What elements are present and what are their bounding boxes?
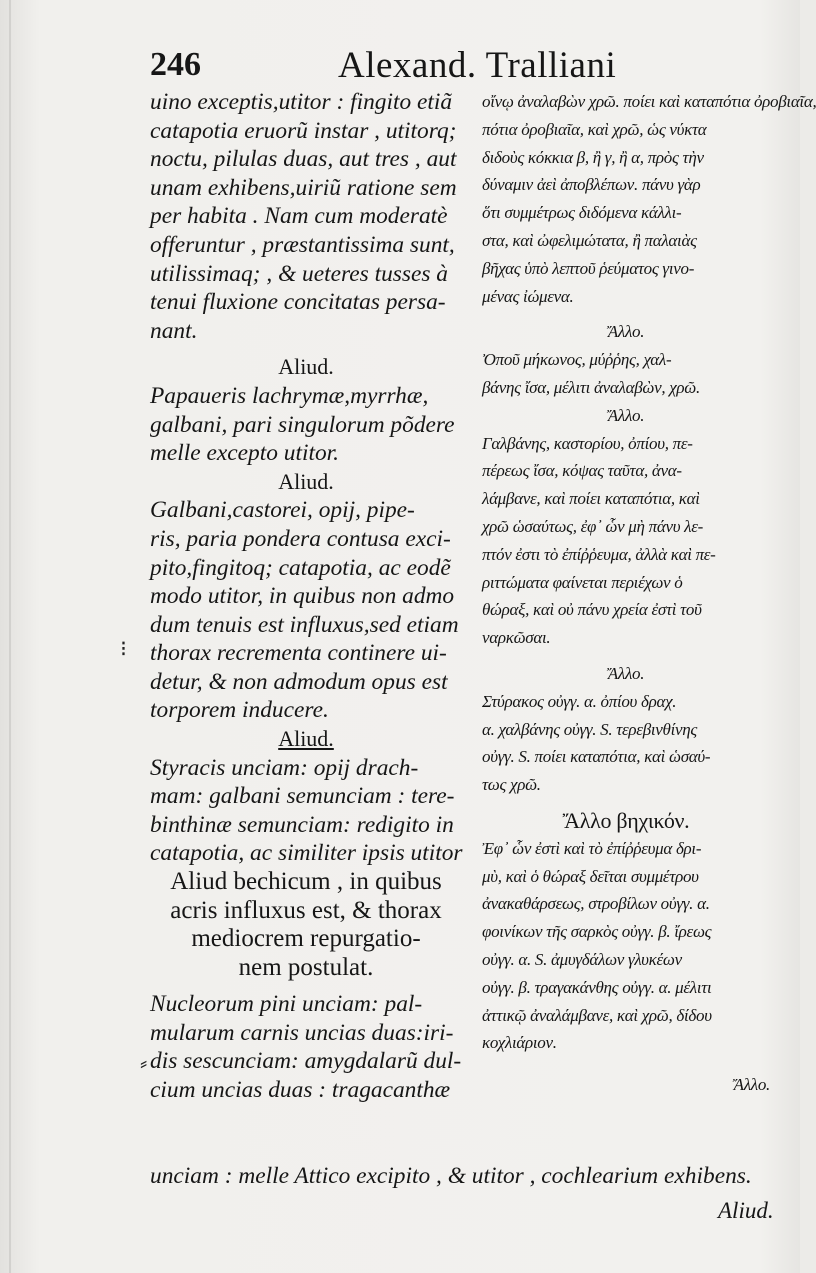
section-heading: Ἄλλο. <box>607 322 645 342</box>
greek-text-line: κοχλιάριον. <box>482 1033 557 1053</box>
greek-text-line: πτόν ἐστι τὸ ἐπίῤῥευμα, ἀλλὰ καὶ πε- <box>482 544 716 564</box>
greek-text-line: οὐγγ. α. S. ἀμυγδάλων γλυκέων <box>482 949 682 969</box>
greek-text-line: χρῶ ὡσαύτως, ἐφ᾽ ὧν μὴ πάνυ λε- <box>482 516 703 536</box>
paragraph-mark-icon: ⸗ <box>140 1050 148 1075</box>
latin-text-line: ris, paria pondera contusa exci- <box>150 525 451 552</box>
section-heading: Ἄλλο. <box>607 663 645 683</box>
section-heading: Aliud. <box>278 354 334 380</box>
greek-text-line: μὺ, καὶ ὁ θώραξ δεῖται συμμέτρου <box>482 866 699 886</box>
latin-text-line: galbani, pari singulorum põdere <box>150 411 455 438</box>
greek-text-line: λάμβανε, καὶ ποίει καταπότια, καὶ <box>482 489 700 509</box>
latin-text-line: melle excepto utitor. <box>150 440 340 467</box>
greek-text-line: Ἐφ᾽ ὧν ἐστὶ καὶ τὸ ἐπίῤῥευμα δρι- <box>482 838 702 858</box>
section-heading: Aliud bechicum , in quibus <box>170 868 442 896</box>
greek-text-line: οἴνῳ ἀναλαβὼν χρῶ. ποίει καὶ καταπότια ὀροβιαῖα, <box>482 92 816 111</box>
greek-column <box>482 88 816 1099</box>
latin-text-line: catapotia eruorũ instar , utitorq; <box>150 117 457 144</box>
section-heading: Ἄλλο βηχικόν. <box>562 807 690 833</box>
greek-text-line: στα, καὶ ὠφελιμώτατα, ἢ παλαιὰς <box>482 230 697 250</box>
latin-text-line: binthinæ semunciam: redigito in <box>150 811 454 838</box>
page-edge-shadow <box>9 0 11 1273</box>
line-gap <box>150 982 462 990</box>
greek-text-line: Στύρακος οὐγγ. α. ὀπίου δραχ. <box>482 691 677 711</box>
greek-text-line: πέρεως ἴσα, κόψας ταῦτα, ἀνα- <box>482 461 682 481</box>
full-width-line: unciam : melle Attico excipito , & utitor , cochlearium exhibens. <box>150 1163 752 1189</box>
latin-text-line: nem postulat. <box>238 953 374 981</box>
greek-text-line: ριττώματα φαίνεται περιέχων ὁ <box>482 572 683 592</box>
latin-text-line: uino exceptis,utitor : fingito etiã <box>150 89 453 115</box>
latin-text-line: Papaueris lachrymæ,myrrhæ, <box>150 382 429 409</box>
section-heading: Aliud. <box>278 468 334 494</box>
latin-text-line: detur, & non admodum opus est <box>150 668 448 695</box>
latin-text-line: per habita . Nam cum moderatè <box>150 203 448 230</box>
latin-text-line: mularum carnis uncias duas:iri- <box>150 1019 454 1046</box>
latin-text-line: dis sescunciam: amygdalarũ dul- <box>150 1048 462 1075</box>
greek-text-line: ὅτι συμμέτρως διδόμενα κάλλι- <box>482 203 682 223</box>
latin-text-line: mam: galbani semunciam : tere- <box>150 783 455 810</box>
greek-text-line: οὐγγ. S. ποίει καταπότια, καὶ ὡσαύ- <box>482 747 711 767</box>
section-heading: Ἄλλο. <box>733 1075 770 1095</box>
section-heading: Ἄλλο. <box>607 405 645 425</box>
latin-text-line: offeruntur , præstantissima sunt, <box>150 231 455 258</box>
latin-text-line: noctu, pilulas duas, aut tres , aut <box>150 146 457 173</box>
line-gap <box>482 310 770 318</box>
latin-column <box>150 88 462 1104</box>
latin-text-line: thorax recrementa continere ui- <box>150 640 447 667</box>
margin-mark: ⁝ <box>120 636 127 661</box>
line-gap <box>482 799 770 807</box>
greek-text-line: ἀνακαθάρσεως, στροβίλων οὐγγ. α. <box>482 894 710 914</box>
greek-text-line: ἀττικῷ ἀναλάμβανε, καὶ χρῶ, δίδου <box>482 1005 712 1025</box>
greek-text-line: δύναμιν ἀεὶ ἀποβλέπων. πάνυ γὰρ <box>482 175 701 195</box>
greek-text-line: πότια ὀροβιαῖα, καὶ χρῶ, ὡς νύκτα <box>482 119 707 139</box>
latin-text-line: Nucleorum pini unciam: pal- <box>150 991 423 1018</box>
running-title: Alexand. Tralliani <box>338 45 617 86</box>
greek-text-line: ναρκῶσαι. <box>482 628 551 648</box>
latin-text-line: catapotia, ac similiter ipsis utitor <box>150 840 463 867</box>
greek-text-line: Γαλβάνης, καστορίου, ὀπίου, πε- <box>482 433 693 453</box>
greek-text-line: Ὀποῦ μήκωνος, μύῤῥης, χαλ- <box>482 350 672 370</box>
greek-text-line: φοινίκων τῆς σαρκὸς οὐγγ. β. ἴρεως <box>482 922 712 942</box>
greek-text-line: βάνης ἴσα, μέλιτι ἀναλαβὼν, χρῶ. <box>482 377 700 397</box>
latin-text-line: nant. <box>150 317 198 344</box>
latin-text-line: pito,fingitoq; catapotia, ac eodẽ <box>150 554 451 581</box>
greek-text-line: α. χαλβάνης οὐγγ. S. τερεβινθίνης <box>482 719 697 739</box>
latin-text-line: modo utitor, in quibus non admo <box>150 583 455 610</box>
latin-text-line: unam exhibens,uiriũ ratione sem <box>150 174 457 201</box>
line-gap <box>150 345 462 353</box>
page-number: 246 <box>150 46 201 83</box>
latin-text-line: dum tenuis est influxus,sed etiam <box>150 611 459 638</box>
greek-text-line: βῆχας ὑπὸ λεπτοῦ ῥεύματος γινο- <box>482 258 695 278</box>
latin-text-line: mediocrem repurgatio- <box>191 925 421 953</box>
latin-text-line: Galbani,castorei, opij, pipe- <box>150 497 415 524</box>
catchword: Aliud. <box>718 1198 774 1223</box>
latin-text-line: cium uncias duas : tragacanthæ <box>150 1076 451 1103</box>
greek-text-line: διδοὺς κόκκια β, ἢ γ, ἢ α, πρὸς τὴν <box>482 147 704 167</box>
latin-text-line: tenui fluxione concitatas persa- <box>150 289 446 316</box>
greek-text-line: μένας ἰώμενα. <box>482 286 574 306</box>
greek-text-line: τως χρῶ. <box>482 775 541 795</box>
greek-text-line: οὐγγ. β. τραγακάνθης οὐγγ. α. μέλιτι <box>482 977 712 997</box>
latin-text-line: utilissimaq; , & ueteres tusses à <box>150 260 449 287</box>
page-header <box>0 44 800 88</box>
latin-text-line: torporem inducere. <box>150 697 329 724</box>
greek-text-line: θώραξ, καὶ οὐ πάνυ χρεία ἐστὶ τοῦ <box>482 600 702 620</box>
latin-text-line: Styracis unciam: opij drach- <box>150 754 419 781</box>
line-gap <box>482 1057 770 1071</box>
line-gap <box>482 652 770 660</box>
section-heading: Aliud. <box>278 726 334 752</box>
latin-text-line: acris influxus est, & thorax <box>170 896 442 924</box>
